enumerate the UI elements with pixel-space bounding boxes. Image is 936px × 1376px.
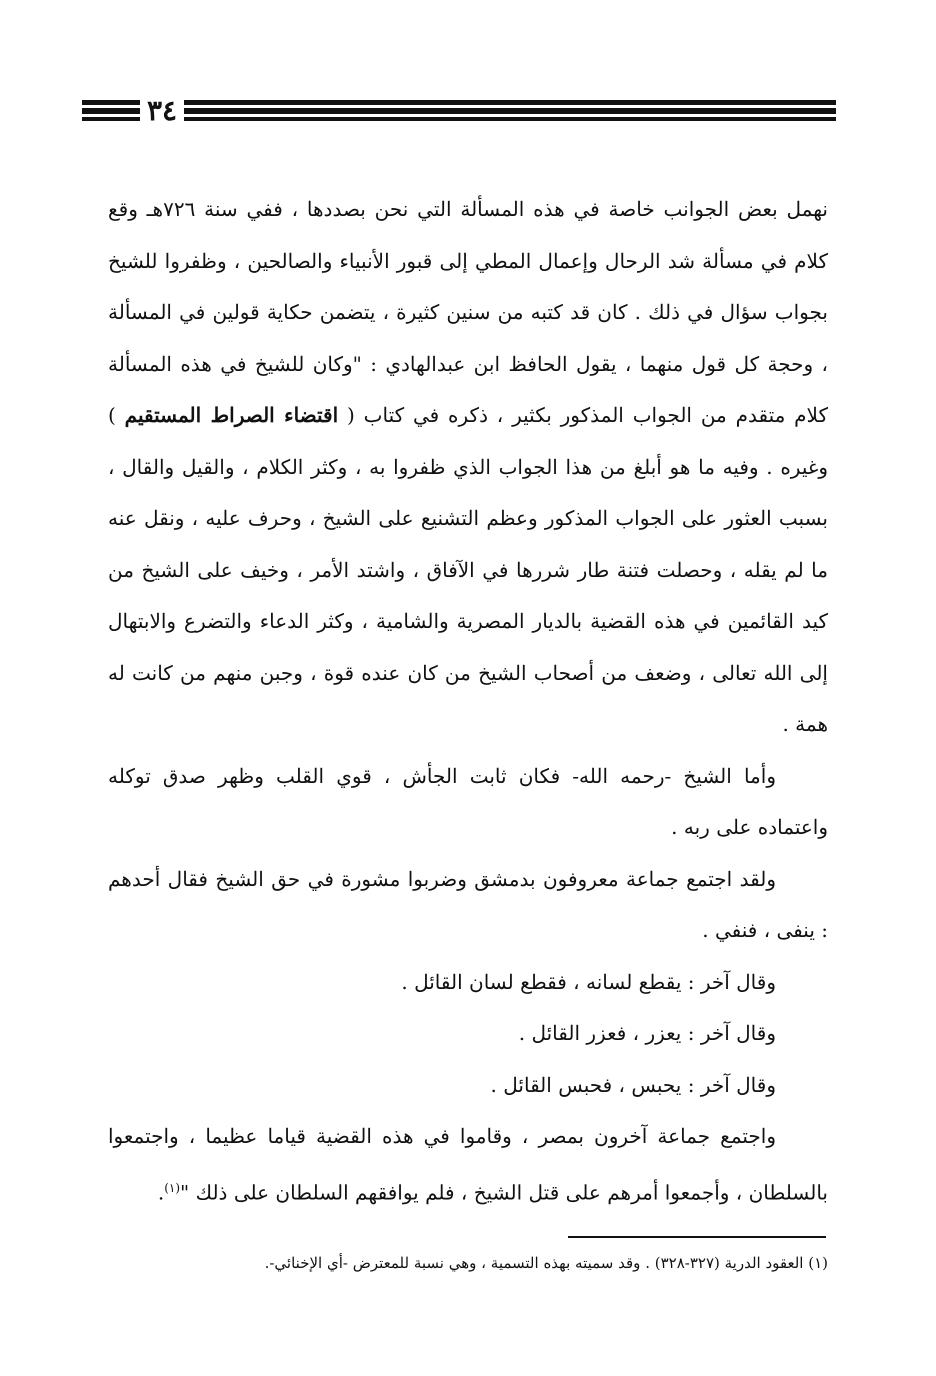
page-number: ٣٤ bbox=[146, 94, 178, 127]
paragraph-6: وقال آخر : يحبس ، فحبس القائل . bbox=[490, 1072, 776, 1097]
header-rule-right bbox=[184, 100, 836, 122]
book-title: اقتضاء الصراط المستقيم bbox=[124, 403, 339, 427]
paragraph-7: واجتمع جماعة آخرون بمصر ، وقاموا في هذه القضية قياما عظيما ، واجتمعوا بالسلطان ، وأجمعوا أمرهم على قتل الشيخ ، فلم يوافقهم السلطان على ذلك "$^{(١)}$. bbox=[108, 1124, 828, 1205]
body-text bbox=[108, 184, 828, 1219]
paragraph-4: وقال آخر : يقطع لسانه ، فقطع لسان القائل . bbox=[401, 969, 776, 994]
paragraph-5: وقال آخر : يعزر ، فعزر القائل . bbox=[518, 1021, 776, 1045]
footnote: (١) العقود الدرية (٣٢٧-٣٢٨) . وقد سميته بهذه التسمية ، وهي نسبة للمعترض -أي الإخنائي-. bbox=[264, 1254, 828, 1272]
header-rule-left bbox=[82, 100, 140, 122]
footnote-divider bbox=[568, 1236, 826, 1238]
paragraph-1: نهمل بعض الجوانب خاصة في هذه المسألة التي نحن بصددها ، ففي سنة ٧٢٦هـ وقع كلام في مسألة شد الرحال وإعمال المطي إلى قبور الأنبياء والصالحين ، وظفروا للشيخ بجواب سؤال في ذلك . كان قد كتبه من سنين كثيرة ، يتضمن حكاية قولين في المسألة ، وحجة كل قول منهما ، يقول الحافظ ابن عبدالهادي : "وكان للشيخ في هذه المسألة كلام متقدم من الجواب المذكور بكثير ، ذكره في كتاب ( اقتضاء الصراط المستقيم ) وغيره . وفيه ما هو أبلغ من هذا الجواب الذي ظفروا به ، وكثر الكلام ، والقيل والقال ، بسبب العثور على الجواب المذكور وعظم التشنيع على الشيخ ، وحرف عليه ، ونقل عنه ما لم يقله ، وحصلت فتنة طار شررها في الآفاق ، واشتد الأمر ، وخيف على الشيخ من كيد القائمين في هذه القضية بالديار المصرية والشامية ، وكثر الدعاء والتضرع والابتهال إلى الله تعالى ، وضعف من أصحاب الشيخ من كان عنده قوة ، وجبن منهم من كانت له همة . bbox=[108, 197, 829, 736]
page-header bbox=[82, 94, 836, 128]
paragraph-3: ولقد اجتمع جماعة معروفون بدمشق وضربوا مشورة في حق الشيخ فقال أحدهم : ينفى ، فنفي . bbox=[108, 866, 828, 942]
paragraph-2: وأما الشيخ -رحمه الله- فكان ثابت الجأش ، قوي القلب وظهر صدق توكله واعتماده على ربه . bbox=[108, 763, 828, 839]
footnote-ref: (١) bbox=[164, 1180, 181, 1195]
